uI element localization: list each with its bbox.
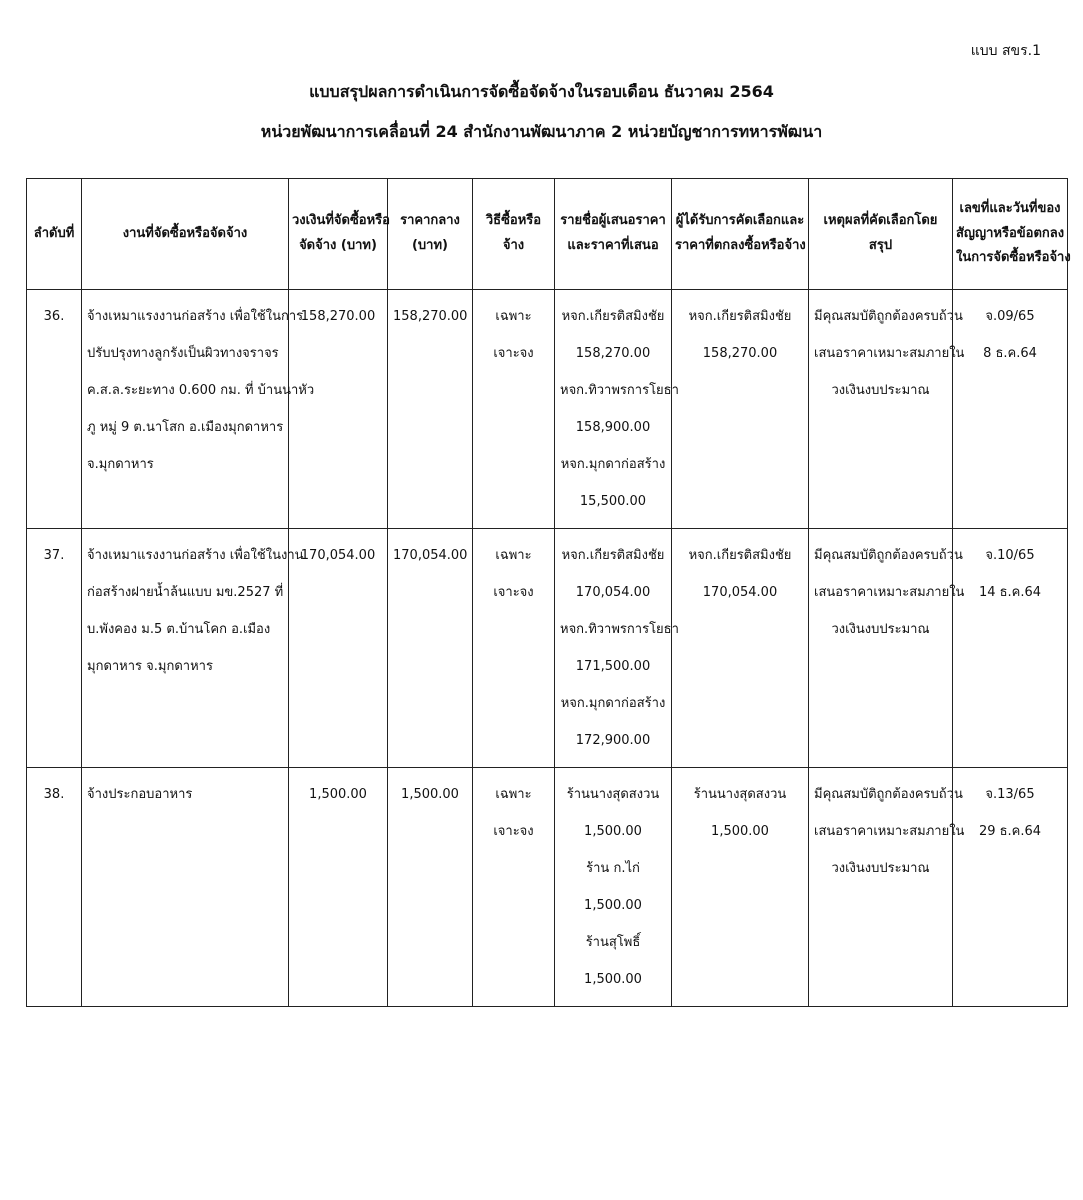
- document-subtitle: หน่วยพัฒนาการเคลื่อนที่ 24 สำนักงานพัฒนาภาค 2 หน่วยบัญชาการทหารพัฒนา: [260, 122, 823, 141]
- table-row: [27, 290, 1068, 529]
- cell-reason: มีคุณสมบัติถูกต้องครบถ้วน เสนอราคาเหมาะสมภายใน วงเงินงบประมาณ: [809, 529, 953, 768]
- cell-no: 36.: [27, 290, 82, 529]
- table-row: [27, 768, 1068, 1007]
- header-budget: วงเงินที่จัดซื้อหรือ จัดจ้าง (บาท): [289, 179, 388, 290]
- header-work: งานที่จัดซื้อหรือจัดจ้าง: [82, 179, 289, 290]
- header-reason: เหตุผลที่คัดเลือกโดยสรุป: [809, 179, 953, 290]
- cell-work: จ้างประกอบอาหาร: [82, 768, 289, 1007]
- cell-method: เฉพาะเจาะจง: [473, 529, 555, 768]
- cell-reason: มีคุณสมบัติถูกต้องครบถ้วน เสนอราคาเหมาะสมภายใน วงเงินงบประมาณ: [809, 290, 953, 529]
- procurement-table: [26, 178, 1071, 1007]
- cell-work: จ้างเหมาแรงงานก่อสร้าง เพื่อใช้ในงาน ก่อสร้างฝายน้ำล้นแบบ มข.2527 ที่ บ.พังคอง ม.5 ต.บ้านโคก อ.เมือง มุกดาหาร จ.มุกดาหาร: [82, 529, 289, 768]
- document-title: แบบสรุปผลการดำเนินการจัดซื้อจัดจ้างในรอบเดือน ธันวาคม 2564: [309, 82, 774, 101]
- header-bidders: รายชื่อผู้เสนอราคา และราคาที่เสนอ: [555, 179, 672, 290]
- table-header-row: [27, 179, 1068, 290]
- cell-contract: จ.13/65 29 ธ.ค.64: [953, 768, 1068, 1007]
- header-no: ลำดับที่: [27, 179, 82, 290]
- cell-no: 37.: [27, 529, 82, 768]
- cell-median-price: 158,270.00: [388, 290, 473, 529]
- header-contract: เลขที่และวันที่ของ สัญญาหรือข้อตกลง ในการจัดซื้อหรือจ้าง: [953, 179, 1068, 290]
- cell-median-price: 170,054.00: [388, 529, 473, 768]
- header-median-price: ราคากลาง (บาท): [388, 179, 473, 290]
- cell-reason: มีคุณสมบัติถูกต้องครบถ้วน เสนอราคาเหมาะสมภายใน วงเงินงบประมาณ: [809, 768, 953, 1007]
- cell-no: 38.: [27, 768, 82, 1007]
- cell-budget: 158,270.00: [289, 290, 388, 529]
- cell-winner: หจก.เกียรติสมิงชัย 170,054.00: [672, 529, 809, 768]
- cell-winner: หจก.เกียรติสมิงชัย 158,270.00: [672, 290, 809, 529]
- cell-budget: 170,054.00: [289, 529, 388, 768]
- header-winner: ผู้ได้รับการคัดเลือกและ ราคาที่ตกลงซื้อหรือจ้าง: [672, 179, 809, 290]
- cell-winner: ร้านนางสุดสงวน 1,500.00: [672, 768, 809, 1007]
- form-code: แบบ สขร.1: [970, 43, 1041, 59]
- cell-bidders: หจก.เกียรติสมิงชัย 158,270.00 หจก.ทิวาพรการโยธา 158,900.00 หจก.มุกดาก่อสร้าง 15,500.00: [555, 290, 672, 529]
- cell-contract: จ.10/65 14 ธ.ค.64: [953, 529, 1068, 768]
- cell-contract: จ.09/65 8 ธ.ค.64: [953, 290, 1068, 529]
- cell-median-price: 1,500.00: [388, 768, 473, 1007]
- cell-bidders: ร้านนางสุดสงวน 1,500.00 ร้าน ก.ไก่ 1,500.00 ร้านสุโพธิ์ 1,500.00: [555, 768, 672, 1007]
- cell-method: เฉพาะเจาะจง: [473, 290, 555, 529]
- cell-method: เฉพาะเจาะจง: [473, 768, 555, 1007]
- cell-budget: 1,500.00: [289, 768, 388, 1007]
- table-row: [27, 529, 1068, 768]
- cell-bidders: หจก.เกียรติสมิงชัย 170,054.00 หจก.ทิวาพรการโยธา 171,500.00 หจก.มุกดาก่อสร้าง 172,900.00: [555, 529, 672, 768]
- header-method: วิธีซื้อหรือจ้าง: [473, 179, 555, 290]
- cell-work: จ้างเหมาแรงงานก่อสร้าง เพื่อใช้ในการ ปรับปรุงทางลูกรังเป็นผิวทางจราจร ค.ส.ล.ระยะทาง 0.600 กม. ที่ บ้านนาหัว ภู หมู่ 9 ต.นาโสก อ.เมืองมุกดาหาร จ.มุกดาหาร: [82, 290, 289, 529]
